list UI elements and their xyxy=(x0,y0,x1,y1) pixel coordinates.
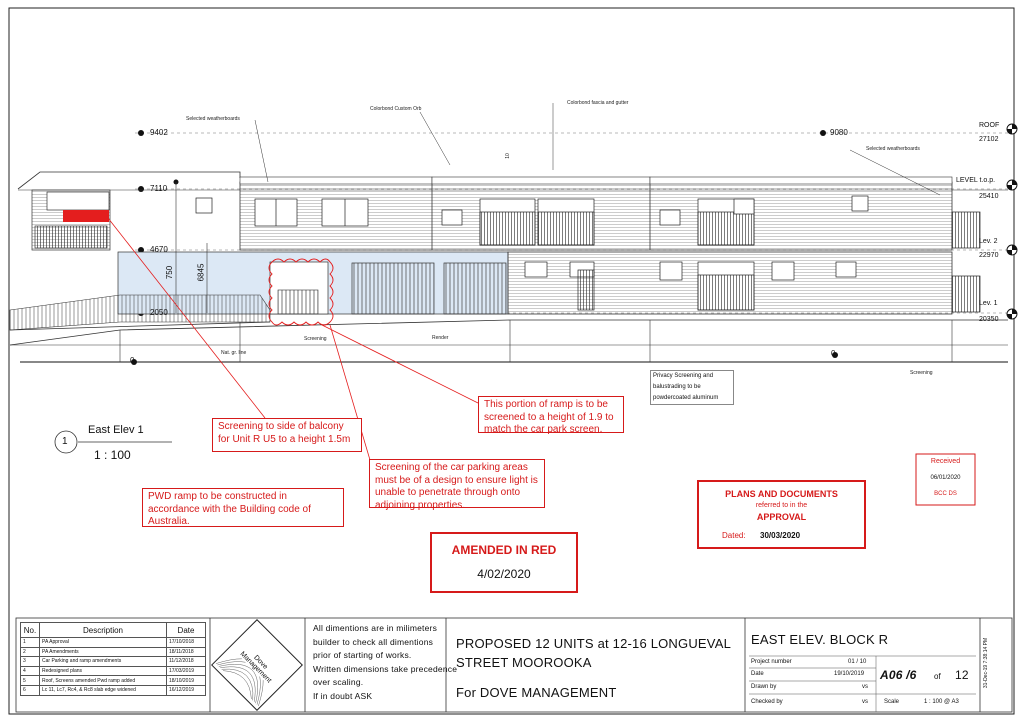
received-label: Received xyxy=(930,458,961,465)
level-2050: 2050 xyxy=(150,308,168,317)
view-scale: 1 : 100 xyxy=(94,448,131,462)
label-screening-1: Screening xyxy=(304,336,327,342)
level-7110: 7110 xyxy=(150,184,168,193)
sheet-title: EAST ELEV. BLOCK R xyxy=(751,632,889,647)
checked-by-value: vs xyxy=(862,699,868,705)
label-fascia: Colorbond fascia and gutter xyxy=(567,100,629,106)
project-line-1: PROPOSED 12 UNITS at 12-16 LONGUEVAL xyxy=(456,636,732,651)
project-for: For DOVE MANAGEMENT xyxy=(456,685,617,700)
label-ten: 10 xyxy=(504,153,511,159)
note-car-park-screening: Screening of the car parking areas must be of a design to ensure light is unable to penetrate through onto adjoining properties. xyxy=(369,459,545,508)
note-ramp-screening: This portion of ramp is to be screened to a height of 1.9 to match the car park screen. xyxy=(478,396,624,433)
checked-by-label: Checked by xyxy=(751,699,783,705)
level-zero-mid: 0 xyxy=(831,349,836,358)
label-screening-2: Screening xyxy=(910,370,933,376)
rev-header-description: Description xyxy=(40,623,167,638)
view-number: 1 xyxy=(62,436,68,447)
level-9080: 9080 xyxy=(830,128,848,137)
lev1-value: 20350 xyxy=(979,316,999,323)
table-row: 5 Roof, Screens amended Pwd ramp added 18/10/2019 xyxy=(21,676,206,686)
label-privacy-screening: Privacy Screening and balustrading to be powdercoated aluminum xyxy=(650,370,734,405)
logo-text: Dove Management xyxy=(235,642,282,689)
table-row: 4 Redesigned plans 17/03/2019 xyxy=(21,666,206,676)
level-4670: 4670 xyxy=(150,245,168,254)
approval-dated-value: 30/03/2020 xyxy=(760,531,801,540)
scale-value: 1 : 100 @ A3 xyxy=(924,699,959,705)
dimension-750: 750 xyxy=(165,265,175,280)
project-number-label: Project number xyxy=(751,659,792,665)
lev1-label: Lev. 1 xyxy=(979,300,998,307)
table-row: 3 Car Parking and ramp amendments 11/12/2018 xyxy=(21,657,206,667)
amended-title: AMENDED IN RED xyxy=(451,543,557,557)
approval-line-2: referred to in the xyxy=(755,502,808,509)
level-top-value: 25410 xyxy=(979,193,999,200)
general-notes: All dimentions are in milimeters builder to check all dimentions prior of starting of works. Written dimensions take precedence over scaling. If in doubt ASK xyxy=(313,623,458,701)
revision-table xyxy=(20,622,206,696)
sheet-number: A06 /6 xyxy=(880,668,917,682)
sheet-of-label: of xyxy=(934,672,941,681)
label-render: Render xyxy=(432,335,449,341)
rev-header-no: No. xyxy=(21,623,40,638)
label-custom-orb: Colorbond Custom Orb xyxy=(370,106,422,112)
received-by: BCC DS xyxy=(934,491,957,497)
table-row: 6 Lc 11, Lc7, Rc4, & Rc8 slab edge widened 16/12/2019 xyxy=(21,685,206,695)
approval-line-1: PLANS AND DOCUMENTS xyxy=(725,489,838,499)
view-title: East Elev 1 xyxy=(88,424,144,436)
label-natural-ground: Nat. gr. line xyxy=(221,350,247,356)
scale-label: Scale xyxy=(884,699,900,705)
lev2-label: Lev. 2 xyxy=(979,238,998,245)
drawn-by-value: vs xyxy=(862,684,868,690)
label-weatherboards-right: Selected weatherboards xyxy=(866,146,920,152)
approval-dated-label: Dated: xyxy=(722,531,746,540)
note-pwd-ramp: PWD ramp to be constructed in accordance with the Building code of Australia. xyxy=(142,488,344,527)
amended-date: 4/02/2020 xyxy=(477,567,531,581)
project-number: 01 / 10 xyxy=(848,659,867,665)
label-weatherboards-left: Selected weatherboards xyxy=(186,116,240,122)
project-line-2: STREET MOOROOKA xyxy=(456,655,592,670)
table-row: 1 PA Approval 17/10/2018 xyxy=(21,638,206,648)
received-date: 06/01/2020 xyxy=(930,475,961,481)
dimension-6845: 6845 xyxy=(196,263,206,282)
date-label: Date xyxy=(751,671,764,677)
note-balcony-screening: Screening to side of balcony for Unit R U5 to a height 1.5m xyxy=(212,418,362,452)
drawn-by-label: Drawn by xyxy=(751,684,777,690)
roof-value: 27102 xyxy=(979,136,999,143)
balcony-screening-highlight xyxy=(63,210,109,222)
roof-label: ROOF xyxy=(979,122,1000,129)
level-top-label: LEVEL t.o.p. xyxy=(956,177,996,184)
total-sheets: 12 xyxy=(955,668,969,682)
approval-line-3: APPROVAL xyxy=(756,512,807,522)
plot-stamp: 31-Dec-19 7:38:14 PM xyxy=(983,637,989,689)
level-zero-left: 0 xyxy=(130,356,135,365)
level-9402: 9402 xyxy=(150,128,168,137)
date-value: 19/10/2019 xyxy=(834,671,865,677)
table-row: 2 PA Amendments 18/11/2018 xyxy=(21,647,206,657)
lev2-value: 22970 xyxy=(979,252,999,259)
rev-header-date: Date xyxy=(167,623,206,638)
